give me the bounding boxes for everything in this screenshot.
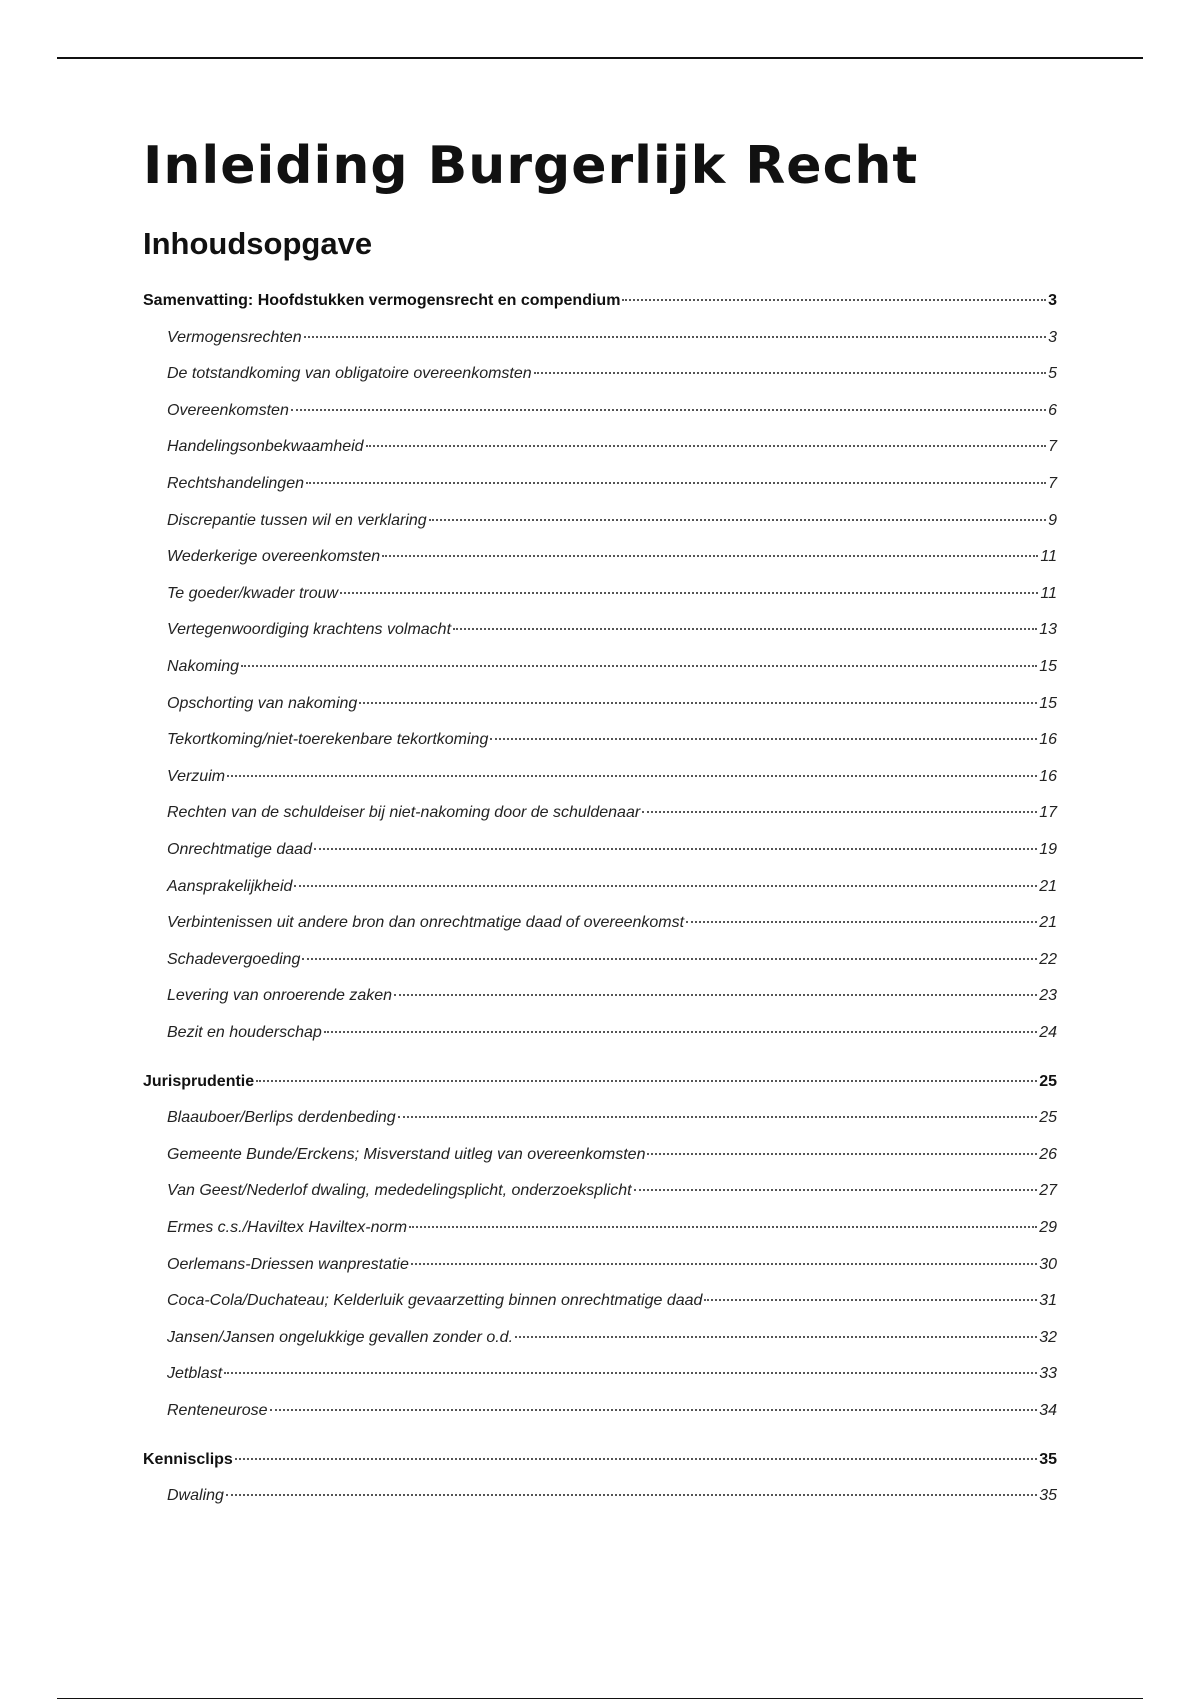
toc-dot-leader — [226, 1494, 1037, 1496]
header-rule — [57, 57, 1143, 59]
toc-page-number: 7 — [1048, 438, 1057, 456]
toc-subentry[interactable] — [167, 984, 1057, 1008]
toc-dot-leader — [306, 482, 1046, 484]
toc-dot-leader — [622, 299, 1046, 301]
toc-page-number: 16 — [1039, 767, 1057, 785]
toc-page-number: 11 — [1040, 548, 1057, 566]
toc-subentry[interactable] — [167, 692, 1057, 716]
toc-subentry[interactable] — [167, 509, 1057, 533]
toc-subentry[interactable] — [167, 655, 1057, 679]
toc-dot-leader — [314, 848, 1037, 850]
toc-page-number: 27 — [1039, 1182, 1057, 1200]
toc-dot-leader — [241, 665, 1037, 667]
toc-subentry[interactable] — [167, 1326, 1057, 1350]
toc-subentry[interactable] — [167, 728, 1057, 752]
toc-page-number: 22 — [1039, 950, 1057, 968]
toc-subentry[interactable] — [167, 875, 1057, 899]
toc-dot-leader — [642, 811, 1037, 813]
toc-entry-title: Wederkerige overeenkomsten — [167, 548, 381, 566]
toc-page-number: 24 — [1039, 1024, 1057, 1041]
toc-entry-title: Kennisclips — [143, 1450, 233, 1468]
toc-dot-leader — [304, 336, 1047, 338]
toc-dot-leader — [686, 921, 1037, 923]
toc-page-number: 23 — [1039, 987, 1057, 1005]
toc-page-number: 15 — [1039, 658, 1057, 675]
toc-dot-leader — [490, 738, 1037, 740]
toc-entry-title: Nakoming — [167, 658, 240, 675]
toc-entry-title: Bezit en houderschap — [167, 1024, 322, 1041]
toc-entry-title: Renteneurose — [167, 1402, 268, 1419]
toc-subentry[interactable] — [167, 1106, 1057, 1130]
toc-page-number: 35 — [1039, 1450, 1057, 1468]
toc-subentry[interactable] — [167, 1399, 1057, 1423]
toc-page-number: 32 — [1039, 1328, 1057, 1346]
toc-entry-title: Rechtshandelingen — [167, 475, 304, 492]
toc-page-number: 26 — [1039, 1145, 1057, 1163]
toc-dot-leader — [256, 1080, 1037, 1082]
toc-subentry[interactable] — [167, 1143, 1057, 1167]
toc-subentry[interactable] — [167, 765, 1057, 789]
toc-subentry[interactable] — [167, 1289, 1057, 1313]
toc-heading: Inhoudsopgave — [143, 226, 373, 261]
toc-section-entry[interactable] — [143, 1070, 1057, 1094]
toc-dot-leader — [340, 592, 1038, 594]
toc-entry-title: Coca-Cola/Duchateau; Kelderluik gevaarzetting binnen onrechtmatige daad — [167, 1292, 703, 1310]
toc-entry-title: Verzuim — [167, 767, 226, 785]
toc-entry-title: Te goeder/kwader trouw — [167, 584, 339, 602]
toc-entry-title: Handelingsonbekwaamheid — [167, 438, 364, 456]
toc-page-number: 30 — [1039, 1255, 1057, 1273]
toc-entry-title: Opschorting van nakoming — [167, 694, 358, 712]
toc-subentry[interactable] — [167, 1253, 1057, 1277]
toc-entry-title: Aansprakelijkheid — [167, 877, 293, 895]
toc-entry-title: Blaauboer/Berlips derdenbeding — [167, 1109, 396, 1127]
toc-subentry[interactable] — [167, 948, 1057, 972]
toc-dot-leader — [291, 409, 1046, 411]
toc-dot-leader — [647, 1153, 1037, 1155]
toc-subentry[interactable] — [167, 1179, 1057, 1203]
toc-dot-leader — [534, 372, 1046, 374]
toc-page-number: 21 — [1039, 914, 1057, 932]
toc-entry-title: Levering van onroerende zaken — [167, 987, 393, 1005]
toc-page-number: 25 — [1039, 1109, 1057, 1127]
toc-page-number: 31 — [1039, 1292, 1057, 1310]
toc-page-number: 17 — [1039, 804, 1057, 822]
toc-entry-title: Discrepantie tussen wil en verklaring — [167, 511, 427, 529]
toc-subentry[interactable] — [167, 1362, 1057, 1386]
toc-section-entry[interactable] — [143, 289, 1057, 313]
toc-dot-leader — [294, 885, 1037, 887]
toc-page-number: 25 — [1039, 1072, 1057, 1090]
toc-entry-title: Jansen/Jansen ongelukkige gevallen zonder o.d. — [167, 1328, 514, 1346]
toc-entry-title: Tekortkoming/niet-toerekenbare tekortkoming — [167, 731, 489, 749]
toc-subentry[interactable] — [167, 472, 1057, 496]
toc-dot-leader — [302, 958, 1037, 960]
toc-page-number: 3 — [1048, 328, 1057, 346]
toc-subentry[interactable] — [167, 399, 1057, 423]
toc-page-number: 7 — [1048, 475, 1057, 492]
toc-dot-leader — [270, 1409, 1038, 1411]
toc-entry-title: Verbintenissen uit andere bron dan onrechtmatige daad of overeenkomst — [167, 914, 685, 932]
toc-entry-title: Rechten van de schuldeiser bij niet-nakoming door de schuldenaar — [167, 804, 641, 822]
toc-page-number: 19 — [1039, 841, 1057, 858]
toc-dot-leader — [409, 1226, 1037, 1228]
toc-page-number: 9 — [1048, 511, 1057, 529]
toc-entry-title: Ermes c.s./Haviltex Haviltex-norm — [167, 1219, 408, 1236]
toc-entry-title: Dwaling — [167, 1487, 224, 1505]
toc-section-entry[interactable] — [143, 1448, 1057, 1472]
toc-page-number: 21 — [1039, 877, 1057, 895]
toc-entry-title: De totstandkoming van obligatoire overeenkomsten — [167, 365, 532, 383]
document-title: Inleiding Burgerlijk Recht — [143, 136, 919, 196]
toc-page-number: 34 — [1039, 1402, 1057, 1419]
toc-entry-title: Jurisprudentie — [143, 1072, 255, 1090]
toc-entry-title: Vertegenwoordiging krachtens volmacht — [167, 621, 452, 639]
toc-dot-leader — [394, 994, 1037, 996]
toc-dot-leader — [429, 519, 1046, 521]
toc-entry-title: Gemeente Bunde/Erckens; Misverstand uitleg van overeenkomsten — [167, 1145, 646, 1163]
toc-dot-leader — [515, 1336, 1037, 1338]
toc-page-number: 6 — [1048, 401, 1057, 419]
toc-entry-title: Van Geest/Nederlof dwaling, mededelingsplicht, onderzoeksplicht — [167, 1182, 632, 1200]
toc-dot-leader — [324, 1031, 1037, 1033]
toc-page-number: 16 — [1039, 731, 1057, 749]
toc-subentry[interactable] — [167, 362, 1057, 386]
toc-subentry[interactable] — [167, 801, 1057, 825]
toc-entry-title: Oerlemans-Driessen wanprestatie — [167, 1255, 409, 1273]
toc-entry-title: Jetblast — [167, 1365, 223, 1383]
toc-dot-leader — [235, 1458, 1037, 1460]
toc-subentry[interactable] — [167, 1484, 1057, 1508]
toc-subentry[interactable] — [167, 545, 1057, 569]
toc-dot-leader — [411, 1263, 1037, 1265]
toc-entry-title: Vermogensrechten — [167, 328, 302, 346]
toc-dot-leader — [634, 1189, 1038, 1191]
toc-page-number: 11 — [1040, 584, 1057, 602]
toc-subentry[interactable] — [167, 326, 1057, 350]
footer-rule — [57, 1698, 1143, 1699]
toc-entry-title: Onrechtmatige daad — [167, 841, 312, 858]
toc-subentry[interactable] — [167, 911, 1057, 935]
toc-subentry[interactable] — [167, 582, 1057, 606]
toc-entry-title: Overeenkomsten — [167, 401, 289, 419]
toc-dot-leader — [398, 1116, 1038, 1118]
toc-page-number: 3 — [1048, 292, 1057, 309]
toc-page-number: 13 — [1039, 621, 1057, 639]
toc-subentry[interactable] — [167, 435, 1057, 459]
toc-page-number: 5 — [1048, 365, 1057, 383]
toc-page-number: 35 — [1039, 1487, 1057, 1505]
toc-subentry[interactable] — [167, 618, 1057, 642]
toc-page-number: 15 — [1039, 694, 1057, 712]
toc-dot-leader — [453, 628, 1037, 630]
toc-dot-leader — [704, 1299, 1037, 1301]
toc-dot-leader — [224, 1372, 1037, 1374]
toc-entry-title: Samenvatting: Hoofdstukken vermogensrecht en compendium — [143, 292, 621, 309]
toc-subentry[interactable] — [167, 1216, 1057, 1240]
toc-dot-leader — [366, 445, 1047, 447]
toc-subentry[interactable] — [167, 838, 1057, 862]
toc-dot-leader — [227, 775, 1037, 777]
toc-dot-leader — [359, 702, 1037, 704]
toc-subentry[interactable] — [167, 1021, 1057, 1045]
toc-dot-leader — [382, 555, 1038, 557]
toc-page-number: 33 — [1039, 1365, 1057, 1383]
toc-entry-title: Schadevergoeding — [167, 950, 301, 968]
toc-page-number: 29 — [1039, 1219, 1057, 1236]
